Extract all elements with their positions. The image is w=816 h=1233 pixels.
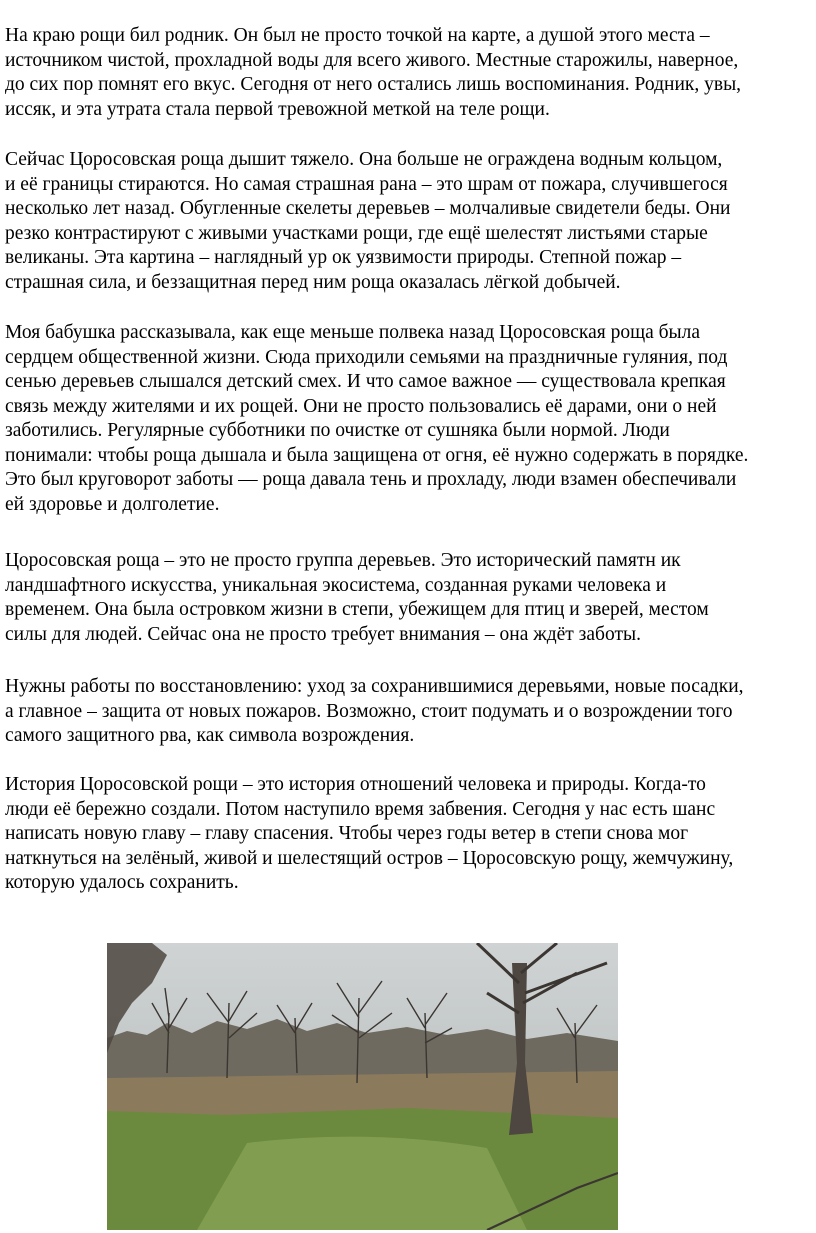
text-line: самого защитного рва, как символа возрождения. [5, 725, 415, 746]
paragraph-grandmother [5, 321, 816, 517]
text-line: ей здоровье и долголетие. [5, 493, 220, 515]
paragraph-restoration [5, 675, 816, 749]
text-line: источником чистой, прохладной воды для всего живого. Местные старожилы, наверное, [5, 49, 739, 71]
text-line: ландшафтного искусства, уникальная экосистема, созданная руками человека и [5, 574, 667, 596]
text-line: Нужны работы по восстановлению: уход за сохранившимися деревьями, новые посадки, [5, 676, 744, 697]
grove-photo [107, 943, 618, 1230]
text-line: понимали: чтобы роща дышала и была защищена от огня, её нужно содержать в порядке. [5, 444, 749, 466]
text-line: а главное – защита от новых пожаров. Возможно, стоит подумать и о возрождении того [5, 700, 733, 722]
text-line: заботились. Регулярные субботники по очистке от сушняка были нормой. Люди [5, 420, 670, 441]
green-path [197, 1137, 527, 1230]
paragraph-fire [5, 148, 816, 295]
text-line: Цоросовская роща – это не просто группа деревьев. Это исторический памятн ик [5, 550, 681, 571]
text-line: На краю рощи бил родник. Он был не просто точкой на карте, а душой этого места – [5, 25, 710, 46]
text-line: до сих пор помнят его вкус. Сегодня от него остались лишь воспоминания. Родник, увы, [5, 74, 742, 95]
text-line: Сейчас Цоросовская роща дышит тяжело. Она больше не ограждена водным кольцом, [5, 149, 723, 170]
text-line: люди её бережно создали. Потом наступило время забвения. Сегодня у нас есть шанс [5, 798, 716, 820]
paragraph-history [5, 773, 816, 896]
text-line: История Цоросовской рощи – это история отношений человека и природы. Когда-то [5, 774, 706, 795]
text-line: Это был круговорот заботы — роща давала тень и прохладу, люди взамен обеспечивали [5, 469, 737, 490]
text-line: сенью деревьев слышался детский смех. И что самое важное — существовала крепкая [5, 371, 726, 392]
text-line: связь между жителями и их рощей. Они не просто пользовались её дарами, они о ней [5, 395, 717, 417]
text-line: иссяк, и эта утрата стала первой тревожной меткой на теле рощи. [5, 98, 550, 120]
text-line: несколько лет назад. Обугленные скелеты деревьев – молчаливые свидетели беды. Они [5, 198, 731, 219]
text-line: временем. Она была островком жизни в степи, убежищем для птиц и зверей, местом [5, 599, 709, 620]
text-line: и её границы стираются. Но самая страшная рана – это шрам от пожара, случившегося [5, 173, 728, 195]
text-line: наткнуться на зелёный, живой и шелестящий остров – Цоросовскую рощу, жемчужину, [5, 847, 734, 869]
text-line: силы для людей. Сейчас она не просто требует внимания – она ждёт заботы. [5, 623, 641, 645]
text-line: сердцем общественной жизни. Сюда приходили семьями на праздничные гуляния, под [5, 346, 728, 368]
paragraph-monument [5, 549, 816, 647]
paragraph-spring [5, 24, 816, 122]
grove-photo-illustration [107, 943, 618, 1230]
text-line: которую удалось сохранить. [5, 872, 239, 893]
text-line: написать новую главу – главу спасения. Чтобы через годы ветер в степи снова мог [5, 823, 689, 844]
text-line: Моя бабушка рассказывала, как еще меньше полвека назад Цоросовская роща была [5, 322, 701, 343]
text-line: резко контрастируют с живыми участками рощи, где ещё шелестят листьями старые [5, 222, 708, 244]
text-line: страшная сила, и беззащитная перед ним роща оказалась лёгкой добычей. [5, 271, 621, 293]
text-line: великаны. Эта картина – наглядный ур ок уязвимости природы. Степной пожар – [5, 247, 682, 268]
